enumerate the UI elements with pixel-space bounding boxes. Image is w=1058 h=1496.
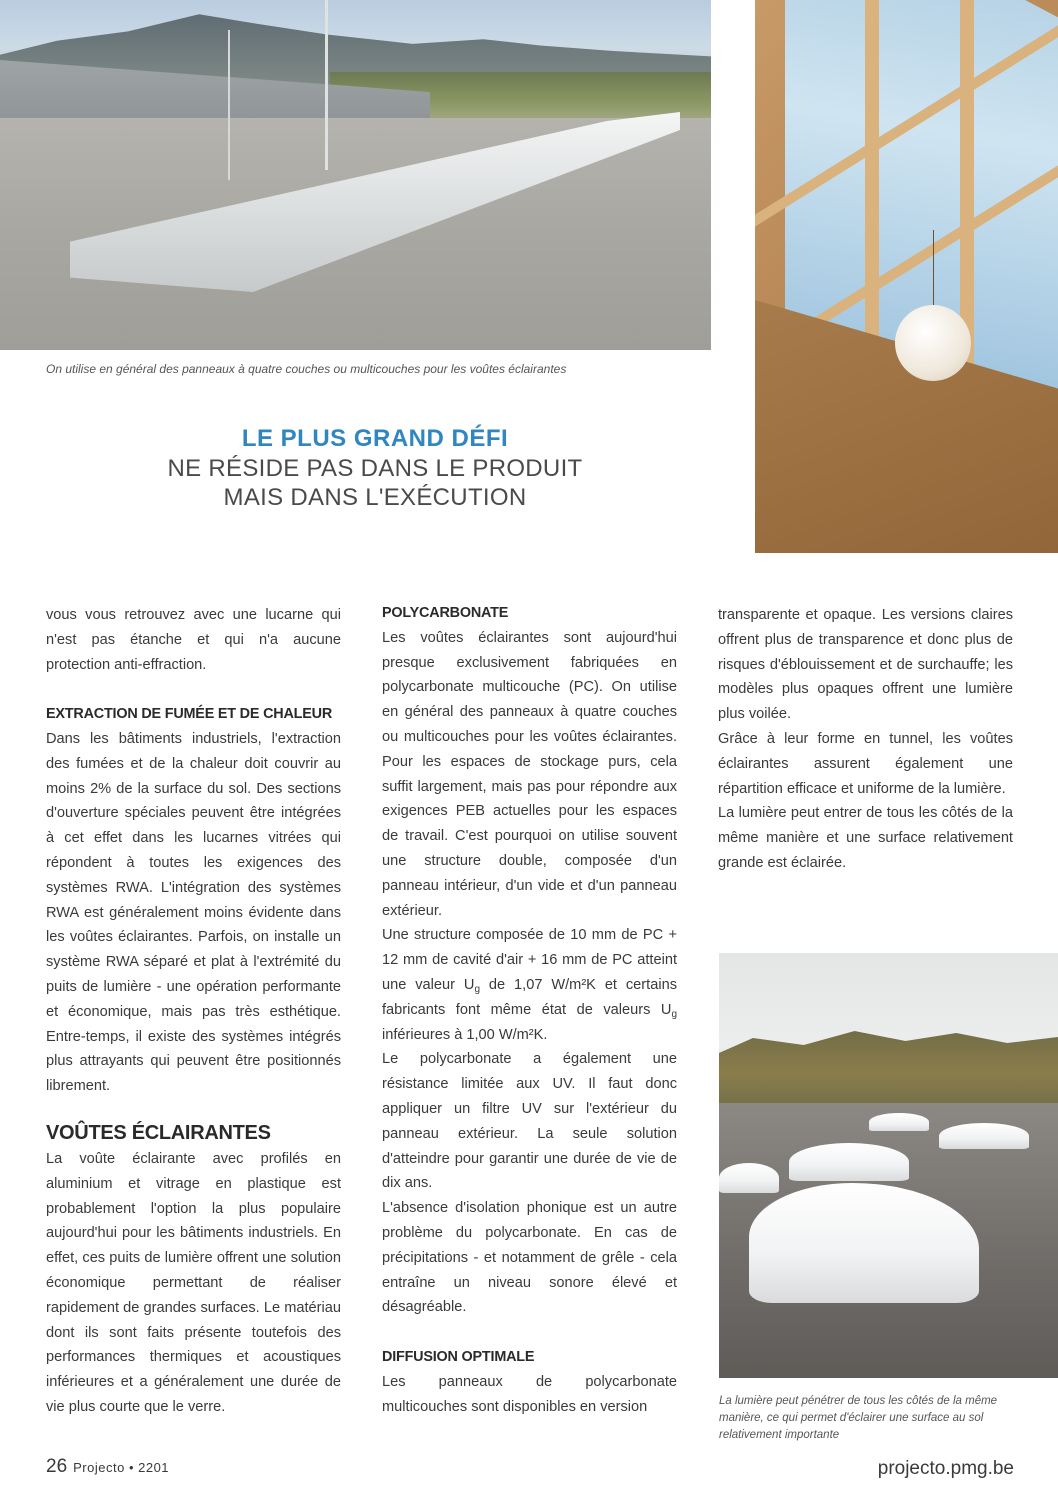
- paragraph-extraction: Dans les bâtiments industriels, l'extraction des fumées et de la chaleur doit couvrir au moins 2% de la surface du sol. Des sections d'ouverture spéciales peuvent être intégrées à cet effet dans les lucarnes vitrées qui répondent à toutes les exigences des systèmes RWA. L'intégration des systèmes RWA est généralement moins évidente dans les voûtes éclairantes. Parfois, on installe un système RWA séparé et plat à l'extrémité du puits de lumière - une opération performante et économique, mais pas très esthétique. Entre-temps, il existe des systèmes intégrés plus attrayants qui peuvent être positionnés librement.: [46, 730, 341, 1095]
- photo-dome-skylight: [939, 1123, 1029, 1149]
- pull-quote-headline: [90, 424, 660, 512]
- caption-bottom-photo: La lumière peut pénétrer de tous les côtés de la même manière, ce qui permet d'éclairer une surface au sol relativement importante: [719, 1395, 998, 1441]
- paragraph-voutes: La voûte éclairante avec profilés en aluminium et vitrage en plastique est probablement l'option la plus populaire aujourd'hui pour les bâtiments industriels. En effet, ces puits de lumière offrent une solution économique permettant de réaliser rapidement de grandes surfaces. Le matériau dont ils sont faits présente toutefois des performances thermiques et acoustiques inférieures et a généralement une durée de vie plus courte que le verre.: [46, 1150, 341, 1415]
- heading-extraction: EXTRACTION DE FUMÉE ET DE CHALEUR: [46, 706, 333, 723]
- structure-text-b: de 1,07 W/m²K et certains fabricants font même état de valeurs U: [382, 976, 677, 1018]
- photo-lamp-cord: [933, 230, 934, 308]
- photo-antenna-mast-2: [228, 30, 230, 180]
- heading-diffusion: DIFFUSION OPTIMALE: [382, 1348, 535, 1365]
- headline-line-3: MAIS DANS L'EXÉCUTION: [223, 484, 527, 511]
- paragraph-light: La lumière peut entrer de tous les côtés de la même manière et une surface relativement grande est éclairée.: [718, 805, 1013, 871]
- structure-text-c: inférieures à 1,00 W/m²K.: [382, 1026, 548, 1043]
- text-column-1: [46, 603, 341, 1420]
- paragraph-versions: transparente et opaque. Les versions claires offrent plus de transparence et donc plus de risques d'éblouissement et de surchauffe; les modèles plus opaques offrent une lumière plus voilée.: [718, 607, 1013, 723]
- paragraph-uv: Le polycarbonate a également une résistance limitée aux UV. Il faut donc appliquer un filtre UV sur l'extérieur du panneau extérieur. La seule solution d'atteindre pour garantir une durée de vie de dix ans.: [382, 1051, 677, 1192]
- heading-polycarbonate: POLYCARBONATE: [382, 605, 509, 621]
- paragraph-tunnel: Grâce à leur forme en tunnel, les voûtes éclairantes assurent également une répartition efficace et uniforme de la lumière.: [718, 730, 1013, 797]
- paragraph-intro: vous vous retrouvez avec une lucarne qui n'est pas étanche et qui n'a aucune protection anti-effraction.: [46, 607, 341, 673]
- photo-pendant-lamp: [895, 305, 971, 381]
- caption-top-photo: On utilise en général des panneaux à quatre couches ou multicouches pour les voûtes éclairantes: [46, 362, 567, 376]
- heading-voutes: VOÛTES ÉCLAIRANTES: [46, 1121, 271, 1144]
- rooftop-domes-photo: [719, 953, 1058, 1378]
- rooftop-skylight-photo: [0, 0, 711, 350]
- photo-dome-skylight: [869, 1113, 929, 1131]
- paragraph-diffusion: Les panneaux de polycarbonate multicouches sont disponibles en version: [382, 1373, 677, 1415]
- paragraph-structure: [382, 923, 677, 1047]
- footer-website-link[interactable]: projecto.pmg.be: [877, 1458, 1014, 1479]
- subscript-g: g: [474, 983, 480, 995]
- interior-skylight-photo: [755, 0, 1058, 553]
- text-column-2: [382, 601, 677, 1419]
- paragraph-sound: L'absence d'isolation phonique est un autre problème du polycarbonate. En cas de précipitations - et notamment de grêle - cela entraîne un niveau sonore élevé et désagréable.: [382, 1200, 677, 1316]
- subscript-g: g: [671, 1008, 677, 1020]
- paragraph-polycarbonate: Les voûtes éclairantes sont aujourd'hui presque exclusivement fabriquées en polycarbonate multicouche (PC). On utilise en général des panneaux à quatre couches ou multicouches pour les voûtes éclairantes. Pour les espaces de stockage purs, cela suffit largement, mais pas pour répondre aux exigences PEB actuelles pour les espaces de travail. C'est pourquoi on utilise souvent une structure double, composée d'un panneau intérieur, d'un vide et d'un panneau extérieur.: [382, 629, 677, 919]
- structure-text-a: Une structure composée de 10 mm de PC + 12 mm de cavité d'air + 16 mm de PC atteint une valeur U: [382, 927, 677, 993]
- text-column-3: [718, 603, 1013, 876]
- headline-line-1: LE PLUS GRAND DÉFI: [241, 425, 509, 452]
- photo-dome-skylight: [789, 1143, 909, 1181]
- publication-name: Projecto • 2201: [73, 1460, 170, 1475]
- photo-dome-skylight: [719, 1163, 779, 1193]
- page-number: 26: [46, 1456, 68, 1477]
- headline-line-2: NE RÉSIDE PAS DANS LE PRODUIT: [167, 455, 583, 482]
- photo-antenna-mast: [325, 0, 328, 170]
- footer-page-info: [46, 1456, 169, 1478]
